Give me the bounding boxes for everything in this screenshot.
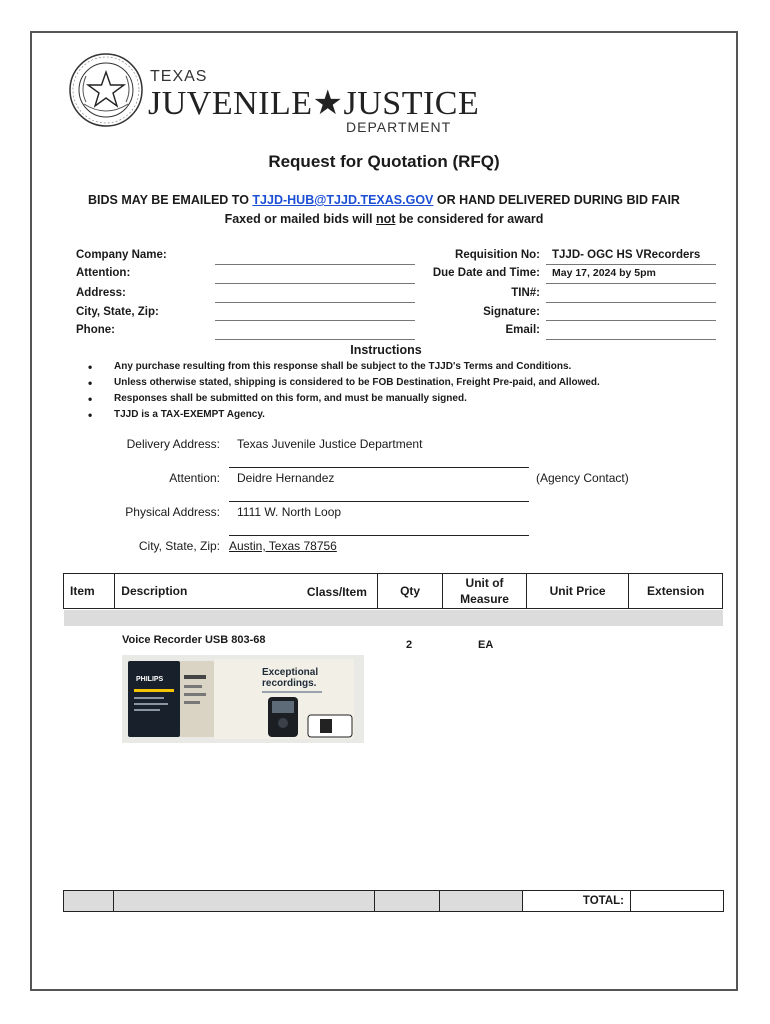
items-table [63,573,723,609]
col-unit-price: Unit Price [526,574,629,609]
item-description: Voice Recorder USB 803-68 [122,634,266,646]
total-cell-description [114,891,375,912]
product-image [122,655,364,743]
faxed-suffix: be considered for award [395,212,544,226]
delivery-line [229,467,529,468]
delivery-address-value: Texas Juvenile Justice Department [237,437,423,451]
total-cell-item [64,891,114,912]
company-name-field[interactable] [215,264,415,265]
instructions-title: Instructions [350,343,422,357]
signature-label: Signature: [483,306,540,318]
instruction-item: • TJJD is a TAX-EXEMPT Agency. [86,407,600,423]
instruction-item: • Responses shall be submitted on this form, and must be manually signed. [86,391,600,407]
attention-line [229,501,529,502]
tin-field[interactable] [546,302,716,303]
address-label: Address: [76,287,126,299]
bids-email-link[interactable]: TJJD-HUB@TJJD.TEXAS.GOV [252,193,434,207]
company-name-label: Company Name: [76,249,167,261]
faxed-not: not [376,212,396,226]
email-field[interactable] [546,339,716,340]
col-qty: Qty [377,574,442,609]
org-name-main: JUVENILE★JUSTICE [148,85,480,122]
col-item: Item [64,574,115,609]
org-name-bottom: DEPARTMENT [346,119,452,135]
physical-address-label: Physical Address: [125,505,220,519]
delivery-address-label: Delivery Address: [126,437,220,451]
phone-label: Phone: [76,324,115,336]
col-class-item: Class/Item [306,585,367,599]
due-date-value: May 17, 2024 by 5pm [552,267,656,279]
faxed-notice [32,212,736,226]
org-name-top: TEXAS [150,68,208,85]
bids-notice [32,193,736,207]
product-headline-2: recordings. [262,678,317,689]
physical-address-value: 1111 W. North Loop [237,505,342,519]
attention-field[interactable] [215,283,415,284]
total-value-field[interactable] [631,891,724,912]
requisition-value: TJJD- OGC HS VRecorders [552,249,701,261]
instruction-item: • Unless otherwise stated, shipping is considered to be FOB Destination, Freight Pre-paid, and Allowed. [86,375,600,391]
physical-line [229,535,529,536]
requisition-line [546,264,716,265]
texas-seal-icon [68,52,144,128]
delivery-attention-label: Attention: [169,471,220,485]
delivery-city-label: City, State, Zip: [138,539,220,553]
city-state-zip-label: City, State, Zip: [76,306,159,318]
requisition-label: Requisition No: [455,249,540,261]
col-unit-of-measure [443,574,527,609]
instruction-item: • Any purchase resulting from this response shall be subject to the TJJD's Terms and Conditions. [86,359,600,375]
city-state-zip-field[interactable] [215,320,415,321]
total-label: TOTAL: [523,891,631,912]
bids-prefix: BIDS MAY BE EMAILED TO [88,193,253,207]
email-label: Email: [505,324,540,336]
phone-field[interactable] [215,339,415,340]
item-qty: 2 [406,639,413,651]
attention-label: Attention: [76,267,131,279]
col-extension: Extension [629,574,723,609]
total-cell-unit [440,891,523,912]
address-field[interactable] [215,302,415,303]
instructions-list [86,359,600,423]
total-row [63,890,724,912]
items-table-header [64,574,723,609]
col-description [115,574,378,609]
page-title: Request for Quotation (RFQ) [268,152,500,171]
agency-contact-note: (Agency Contact) [536,471,629,485]
item-unit: EA [478,639,494,651]
product-brand-text: PHILIPS [136,676,164,683]
total-cell-qty [375,891,440,912]
delivery-attention-value: Deidre Hernandez [237,471,335,485]
due-date-label: Due Date and Time: [432,267,540,279]
col-description-label: Description [121,584,188,598]
rfq-page [30,31,738,991]
col-unit-line2: Measure [460,592,509,606]
delivery-city-value: Austin, Texas 78756 [229,539,337,553]
signature-field[interactable] [546,320,716,321]
faxed-prefix: Faxed or mailed bids will [224,212,377,226]
tin-label: TIN#: [511,287,540,299]
due-date-line [546,283,716,284]
table-gray-bar [64,610,723,626]
bids-suffix: OR HAND DELIVERED DURING BID FAIR [433,193,680,207]
product-headline-1: Exceptional [262,667,319,678]
col-unit-line1: Unit of [465,576,504,590]
